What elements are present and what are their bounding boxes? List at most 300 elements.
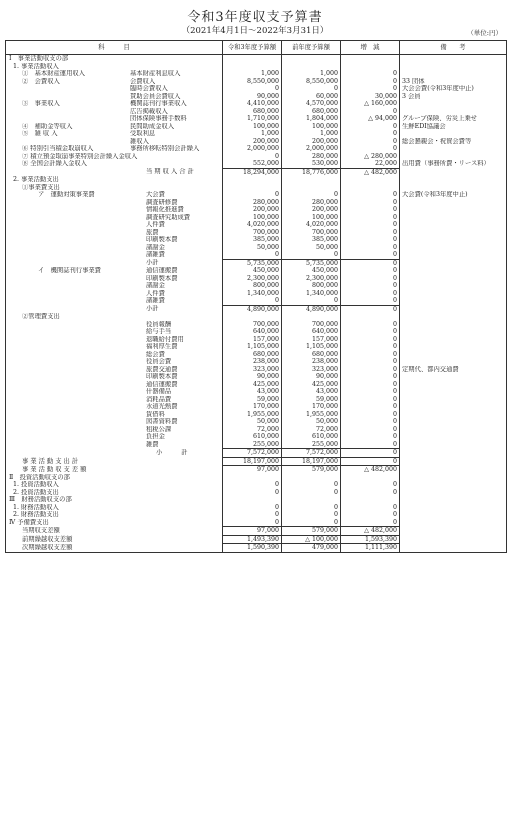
row-diff: 0 (341, 206, 400, 214)
row-budget: 50,000 (223, 244, 282, 252)
row-budget: 50,000 (223, 418, 282, 426)
table-row (6, 108, 507, 116)
row-subitem: 団体保険事務手数料 (130, 115, 187, 122)
table-row (6, 244, 507, 252)
row-item (6, 474, 223, 482)
row-note: 33 団体 (400, 78, 507, 86)
row-item (6, 426, 223, 434)
table-row (6, 290, 507, 298)
row-budget: 238,000 (223, 358, 282, 366)
row-diff: 0 (341, 511, 400, 519)
row-subitem: 調査研修費 (146, 198, 178, 206)
row-category (8, 403, 146, 411)
table-row (6, 55, 507, 63)
row-note: 定期代、都内交通費 (400, 366, 507, 374)
row-budget: 1,590,390 (223, 544, 282, 553)
row-note (400, 229, 507, 237)
row-category (8, 115, 130, 123)
row-item (6, 123, 223, 131)
row-budget: 0 (223, 191, 282, 199)
table-row (6, 297, 507, 305)
row-category: ア 運動対策事業費 (38, 191, 95, 198)
table-row (6, 535, 507, 544)
row-item (6, 214, 223, 222)
row-prev: 5,735,000 (282, 259, 341, 267)
row-subitem: 役員報酬 (146, 320, 172, 328)
table-row (6, 511, 507, 519)
row-subitem: 賛助会員会費収入 (130, 92, 181, 100)
document-title: 令和3年度収支予算書 (187, 10, 323, 25)
row-diff (341, 63, 400, 71)
row-diff: 0 (341, 145, 400, 153)
row-budget: 552,000 (223, 160, 282, 168)
row-item (6, 244, 223, 252)
row-budget: 90,000 (223, 373, 282, 381)
table-row (6, 544, 507, 553)
row-subitem: 諸雑費 (146, 251, 165, 259)
table-row (6, 275, 507, 283)
row-category: ⑧ 全国会計繰入金収入 (22, 160, 87, 168)
row-note (400, 214, 507, 222)
row-item (6, 527, 223, 536)
row-diff: 1,111,390 (341, 544, 400, 553)
table-row (6, 411, 507, 419)
row-subitem: 機関誌刊行事業収入 (130, 100, 187, 107)
row-item (6, 236, 223, 244)
row-category (8, 199, 146, 207)
row-item (6, 305, 223, 313)
row-budget: 18,197,000 (223, 457, 282, 466)
row-item (6, 63, 223, 71)
row-category (8, 328, 146, 336)
row-prev (282, 496, 341, 504)
row-diff: 0 (341, 259, 400, 267)
row-prev: 680,000 (282, 108, 341, 116)
row-prev: 530,000 (282, 160, 341, 168)
row-item (6, 481, 223, 489)
row-note (400, 251, 507, 259)
row-prev: 1,000 (282, 130, 341, 138)
row-note (400, 244, 507, 252)
row-prev: 170,000 (282, 403, 341, 411)
row-prev: 2,300,000 (282, 275, 341, 283)
row-item (6, 251, 223, 259)
row-budget: 170,000 (223, 403, 282, 411)
row-budget: 700,000 (223, 321, 282, 329)
row-note (400, 297, 507, 305)
row-item (6, 466, 223, 474)
table-row (6, 199, 507, 207)
row-diff: 0 (341, 123, 400, 131)
row-diff: 0 (341, 267, 400, 275)
row-budget: 90,000 (223, 93, 282, 101)
row-item (6, 221, 223, 229)
row-item (6, 489, 223, 497)
row-budget: 4,410,000 (223, 100, 282, 108)
row-note (400, 199, 507, 207)
row-note: グループ保険、労災上乗せ (400, 115, 507, 123)
row-diff: △ 482,000 (341, 527, 400, 536)
row-budget: 59,000 (223, 396, 282, 404)
row-note (400, 275, 507, 283)
row-category (8, 138, 130, 146)
row-category: ⑥ 特別引当積金取崩収入 (22, 145, 94, 152)
row-prev: 1,955,000 (282, 411, 341, 419)
row-category: 事 業 活 動 収 支 差 額 (22, 465, 87, 473)
row-prev: 479,000 (282, 544, 341, 553)
row-diff (341, 176, 400, 184)
row-prev: 700,000 (282, 229, 341, 237)
row-budget: 2,000,000 (223, 145, 282, 153)
row-subitem: 受取利息 (130, 130, 156, 137)
row-diff: 0 (341, 282, 400, 290)
row-diff: 0 (341, 305, 400, 313)
row-diff: 0 (341, 290, 400, 298)
row-subitem: 雑費 (146, 440, 159, 448)
row-note (400, 100, 507, 108)
row-category: Ⅰ 事業活動収支の部 (9, 55, 69, 62)
row-subitem: 臨時会費収入 (130, 85, 168, 92)
row-subitem: 旅費 (146, 228, 159, 236)
row-prev: 610,000 (282, 433, 341, 441)
table-row (6, 418, 507, 426)
row-category (8, 418, 146, 426)
row-prev: 425,000 (282, 381, 341, 389)
table-row (6, 474, 507, 482)
row-budget: 640,000 (223, 328, 282, 336)
row-diff: 0 (341, 336, 400, 344)
row-category (8, 449, 156, 457)
row-prev (282, 184, 341, 192)
row-budget: 8,550,000 (223, 78, 282, 86)
row-prev: 8,550,000 (282, 78, 341, 86)
row-budget: 1,000 (223, 70, 282, 78)
row-item (6, 282, 223, 290)
row-prev: 280,000 (282, 153, 341, 161)
table-row (6, 358, 507, 366)
row-note (400, 418, 507, 426)
table-row (6, 489, 507, 497)
row-diff: 0 (341, 396, 400, 404)
row-category (8, 229, 146, 237)
row-prev: 280,000 (282, 199, 341, 207)
table-row (6, 466, 507, 474)
row-prev: 4,570,000 (282, 100, 341, 108)
row-subitem: 消耗品費 (146, 395, 172, 403)
table-row (6, 100, 507, 108)
row-note (400, 313, 507, 321)
row-diff: 0 (341, 358, 400, 366)
row-note (400, 153, 507, 161)
row-prev: 0 (282, 85, 341, 93)
row-budget: 97,000 (223, 527, 282, 536)
fiscal-period: （2021年4月1日～2022年3月31日） (181, 26, 329, 36)
table-header-row (6, 41, 507, 55)
row-item (6, 321, 223, 329)
row-budget: 100,000 (223, 123, 282, 131)
row-prev: 1,105,000 (282, 343, 341, 351)
row-prev: 200,000 (282, 138, 341, 146)
table-row (6, 130, 507, 138)
row-category: 2. 事業活動支出 (13, 176, 59, 183)
row-subitem: 小計 (146, 259, 159, 267)
row-prev: 0 (282, 297, 341, 305)
row-subitem: 会費収入 (130, 77, 156, 85)
header-note: 備 考 (400, 41, 507, 55)
row-diff: 0 (341, 130, 400, 138)
row-budget: 1,710,000 (223, 115, 282, 123)
table-row (6, 433, 507, 441)
row-budget: 800,000 (223, 282, 282, 290)
row-prev: 0 (282, 511, 341, 519)
row-diff: 0 (341, 481, 400, 489)
row-prev: 43,000 (282, 388, 341, 396)
row-item (6, 457, 223, 466)
row-prev: 0 (282, 519, 341, 527)
table-row (6, 153, 507, 161)
table-row (6, 305, 507, 313)
row-budget: 0 (223, 489, 282, 497)
row-diff: 0 (341, 381, 400, 389)
row-item (6, 388, 223, 396)
row-diff: 0 (341, 411, 400, 419)
row-category (8, 85, 130, 93)
row-category (8, 259, 146, 267)
row-item (6, 55, 223, 63)
table-row (6, 313, 507, 321)
row-note: 出用費（事務所費・リース料） (400, 160, 507, 168)
row-note (400, 282, 507, 290)
row-subitem: 退職給付費用 (146, 335, 184, 343)
row-prev (282, 313, 341, 321)
table-row (6, 115, 507, 123)
row-note (400, 130, 507, 138)
row-prev: 255,000 (282, 441, 341, 449)
row-category: 2. 財務活動支出 (13, 511, 59, 518)
row-category: ② 会費収入 (22, 77, 60, 85)
row-note (400, 358, 507, 366)
row-note (400, 221, 507, 229)
row-subitem: 情報化推進費 (146, 206, 184, 213)
table-row (6, 214, 507, 222)
table-row (6, 426, 507, 434)
row-prev: 100,000 (282, 123, 341, 131)
row-item (6, 153, 223, 161)
row-subitem: 雑収入 (130, 137, 149, 145)
row-prev: 450,000 (282, 267, 341, 275)
row-subitem: 総会費 (146, 350, 165, 358)
row-prev: 18,197,000 (282, 457, 341, 466)
row-note (400, 55, 507, 63)
row-category: 前期繰越収支差額 (22, 535, 73, 543)
row-item (6, 343, 223, 351)
row-note (400, 321, 507, 329)
row-diff: 0 (341, 366, 400, 374)
row-budget: 0 (223, 504, 282, 512)
row-category: イ 機関誌刊行事業費 (38, 267, 101, 274)
row-budget: 1,955,000 (223, 411, 282, 419)
row-category: 2. 投資活動支出 (13, 488, 59, 496)
table-row (6, 457, 507, 466)
row-diff: 0 (341, 519, 400, 527)
row-note (400, 496, 507, 504)
row-note (400, 504, 507, 512)
row-note (400, 305, 507, 313)
row-prev: 800,000 (282, 282, 341, 290)
table-row (6, 176, 507, 184)
row-category (8, 290, 146, 298)
row-note (400, 519, 507, 527)
row-budget: 97,000 (223, 466, 282, 474)
row-prev: 72,000 (282, 426, 341, 434)
row-diff: △ 280,000 (341, 153, 400, 161)
table-row (6, 481, 507, 489)
row-category (8, 221, 146, 229)
row-budget: 18,294,000 (223, 168, 282, 176)
table-row (6, 145, 507, 153)
header-item: 科 目 (6, 41, 223, 55)
row-budget: 5,735,000 (223, 259, 282, 267)
row-category: ①事業費支出 (22, 183, 60, 191)
row-diff: 0 (341, 351, 400, 359)
table-row (6, 184, 507, 192)
table-row (6, 381, 507, 389)
row-diff: 0 (341, 297, 400, 305)
row-item (6, 290, 223, 298)
row-prev: 640,000 (282, 328, 341, 336)
row-note (400, 426, 507, 434)
row-item (6, 544, 223, 553)
row-prev: △ 100,000 (282, 535, 341, 544)
row-budget: 0 (223, 85, 282, 93)
row-budget (223, 313, 282, 321)
row-category (8, 396, 146, 404)
row-note (400, 449, 507, 458)
row-diff: 0 (341, 449, 400, 458)
row-budget: 1,493,390 (223, 535, 282, 544)
row-category (8, 251, 146, 259)
table-row (6, 403, 507, 411)
header-diff: 増 減 (341, 41, 400, 55)
row-item (6, 313, 223, 321)
row-note (400, 403, 507, 411)
row-item (6, 496, 223, 504)
table-row (6, 504, 507, 512)
row-note (400, 489, 507, 497)
table-row (6, 366, 507, 374)
row-item (6, 328, 223, 336)
row-category (8, 433, 146, 441)
row-prev (282, 176, 341, 184)
row-budget: 323,000 (223, 366, 282, 374)
row-subitem: 負担金 (146, 433, 165, 440)
row-prev: 7,572,000 (282, 449, 341, 458)
row-budget: 0 (223, 153, 282, 161)
row-note (400, 184, 507, 192)
row-budget (223, 63, 282, 71)
row-note (400, 544, 507, 553)
row-prev (282, 63, 341, 71)
row-budget: 0 (223, 511, 282, 519)
row-item (6, 433, 223, 441)
row-category: 次期繰越収支差額 (22, 543, 73, 551)
row-budget: 1,340,000 (223, 290, 282, 298)
row-category (8, 321, 146, 329)
row-item (6, 184, 223, 192)
row-budget (223, 55, 282, 63)
row-diff: 0 (341, 199, 400, 207)
row-note (400, 441, 507, 449)
row-prev: 579,000 (282, 466, 341, 474)
row-item (6, 206, 223, 214)
row-note (400, 411, 507, 419)
row-category (8, 358, 146, 366)
row-diff (341, 496, 400, 504)
row-note (400, 351, 507, 359)
row-item (6, 100, 223, 108)
table-row (6, 168, 507, 176)
row-category: ① 基本財産運用収入 (22, 70, 85, 77)
row-diff (341, 184, 400, 192)
row-budget (223, 176, 282, 184)
table-row (6, 85, 507, 93)
row-category (8, 214, 146, 222)
row-category: Ⅲ 財務活動収支の部 (9, 496, 72, 503)
row-category: ⑦ 積立預金取崩事業特別会計繰入金収入 (22, 152, 138, 160)
row-item (6, 145, 223, 153)
row-prev: 50,000 (282, 244, 341, 252)
row-note (400, 474, 507, 482)
row-category: 当期収支差額 (22, 527, 60, 534)
table-row (6, 251, 507, 259)
row-prev: 18,776,000 (282, 168, 341, 176)
row-prev: 157,000 (282, 336, 341, 344)
header-prev: 前年度予算額 (282, 41, 341, 55)
row-subitem: 什器備品 (146, 388, 172, 395)
row-item (6, 519, 223, 527)
row-budget: 0 (223, 251, 282, 259)
row-prev: 579,000 (282, 527, 341, 536)
row-subitem: 印刷製本費 (146, 236, 178, 243)
row-category: ⑤ 雑 収 入 (22, 130, 58, 137)
row-diff: 0 (341, 236, 400, 244)
row-item (6, 191, 223, 199)
row-note (400, 206, 507, 214)
row-budget: 1,105,000 (223, 343, 282, 351)
row-item (6, 85, 223, 93)
row-budget: 2,300,000 (223, 275, 282, 283)
row-budget: 72,000 (223, 426, 282, 434)
row-diff: 0 (341, 221, 400, 229)
row-item (6, 138, 223, 146)
row-diff: 0 (341, 214, 400, 222)
table-row (6, 321, 507, 329)
row-item (6, 93, 223, 101)
row-prev: 50,000 (282, 418, 341, 426)
row-subitem: 広告掲載収入 (130, 107, 168, 115)
row-item (6, 168, 223, 176)
row-subitem: 役員会費 (146, 358, 172, 365)
row-item (6, 351, 223, 359)
row-item (6, 259, 223, 267)
row-item (6, 267, 223, 275)
table-row (6, 206, 507, 214)
row-note: 3 会員 (400, 93, 507, 101)
row-category (8, 366, 146, 374)
row-item (6, 381, 223, 389)
row-prev: 200,000 (282, 206, 341, 214)
table-row (6, 93, 507, 101)
